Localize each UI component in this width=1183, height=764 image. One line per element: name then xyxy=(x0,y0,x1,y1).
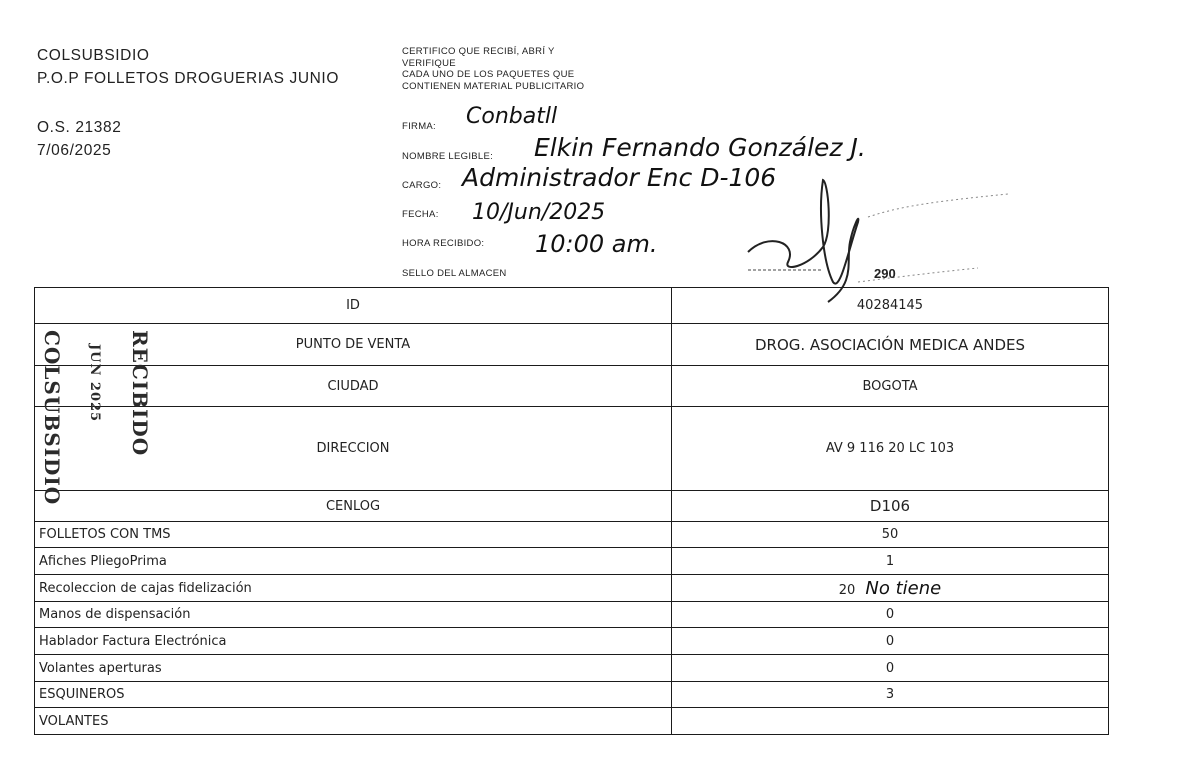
nombre-label: NOMBRE LEGIBLE: xyxy=(402,151,494,162)
delivery-table xyxy=(34,287,1109,735)
item-value: 3 xyxy=(672,682,1109,708)
cenlog-label: CENLOG xyxy=(35,491,672,522)
certificate-line: CADA UNO DE LOS PAQUETES QUE xyxy=(402,69,575,80)
ciudad-label: CIUDAD xyxy=(35,366,672,407)
direccion-value: AV 9 116 20 LC 103 xyxy=(672,407,1109,491)
table-row xyxy=(35,575,1109,602)
item-value: 0 xyxy=(672,655,1109,682)
table-row xyxy=(35,548,1109,575)
item-value-cell xyxy=(672,575,1109,602)
table-row xyxy=(35,682,1109,708)
company-name: COLSUBSIDIO xyxy=(37,47,150,64)
table-row xyxy=(35,407,1109,491)
cargo-label: CARGO: xyxy=(402,180,442,191)
handwritten-fecha: 10/Jun/2025 xyxy=(472,200,606,225)
item-label: VOLANTES xyxy=(35,708,672,735)
table-row xyxy=(35,602,1109,628)
direccion-label: DIRECCION xyxy=(35,407,672,491)
punto-value: DROG. ASOCIACIÓN MEDICA ANDES xyxy=(672,324,1109,366)
table-row xyxy=(35,522,1109,548)
order-number: O.S. 21382 xyxy=(37,119,122,136)
received-stamp xyxy=(40,330,160,506)
campaign-title: P.O.P FOLLETOS DROGUERIAS JUNIO xyxy=(37,70,339,87)
item-label: Hablador Factura Electrónica xyxy=(35,628,672,655)
certificate-line: VERIFIQUE xyxy=(402,57,456,69)
table-row xyxy=(35,288,1109,324)
fecha-label: FECHA: xyxy=(402,209,439,220)
handwritten-nombre: Elkin Fernando González J. xyxy=(534,133,866,162)
item-label: ESQUINEROS xyxy=(35,682,672,708)
stamp-line: RECIBIDO xyxy=(128,330,152,457)
document-date: 7/06/2025 xyxy=(37,142,112,159)
item-label: Afiches PliegoPrima xyxy=(35,548,672,575)
handwritten-cargo: Administrador Enc D-106 xyxy=(462,163,777,192)
item-label: Manos de dispensación xyxy=(35,602,672,628)
id-label: ID xyxy=(35,288,672,324)
ciudad-value: BOGOTA xyxy=(672,366,1109,407)
item-value xyxy=(672,708,1109,735)
certificate-line: CONTIENEN MATERIAL PUBLICITARIO xyxy=(402,80,585,92)
handwritten-nota: No tiene xyxy=(865,577,942,599)
item-value: 0 xyxy=(672,628,1109,655)
handwritten-firma: Conbatll xyxy=(466,104,558,129)
item-value: 0 xyxy=(672,602,1109,628)
handwritten-hora: 10:00 am. xyxy=(535,230,658,258)
item-label: Volantes aperturas xyxy=(35,655,672,682)
item-value: 20 xyxy=(838,582,856,598)
certificate-text xyxy=(402,46,662,92)
cenlog-value: D106 xyxy=(672,491,1109,522)
table-row xyxy=(35,655,1109,682)
firma-label: FIRMA: xyxy=(402,121,436,132)
seal-number: 290 xyxy=(874,266,896,281)
table-row xyxy=(35,628,1109,655)
item-value: 50 xyxy=(672,522,1109,548)
punto-label: PUNTO DE VENTA xyxy=(295,337,411,352)
sello-label: SELLO DEL ALMACEN xyxy=(402,268,507,279)
table-row xyxy=(35,491,1109,522)
item-value: 1 xyxy=(672,548,1109,575)
table-row xyxy=(35,708,1109,735)
table-row xyxy=(35,366,1109,407)
item-label: Recoleccion de cajas fidelización xyxy=(35,575,672,602)
document-header xyxy=(37,44,339,162)
item-label: FOLLETOS CON TMS xyxy=(35,522,672,548)
table-row xyxy=(35,324,1109,366)
hora-label: HORA RECIBIDO: xyxy=(402,238,485,249)
id-value: 40284145 xyxy=(672,288,1109,324)
stamp-line: JUN 2025 xyxy=(87,344,102,423)
certificate-line: CERTIFICO QUE RECIBÍ, ABRÍ Y xyxy=(402,46,555,57)
stamp-line: COLSUBSIDIO xyxy=(40,330,64,506)
